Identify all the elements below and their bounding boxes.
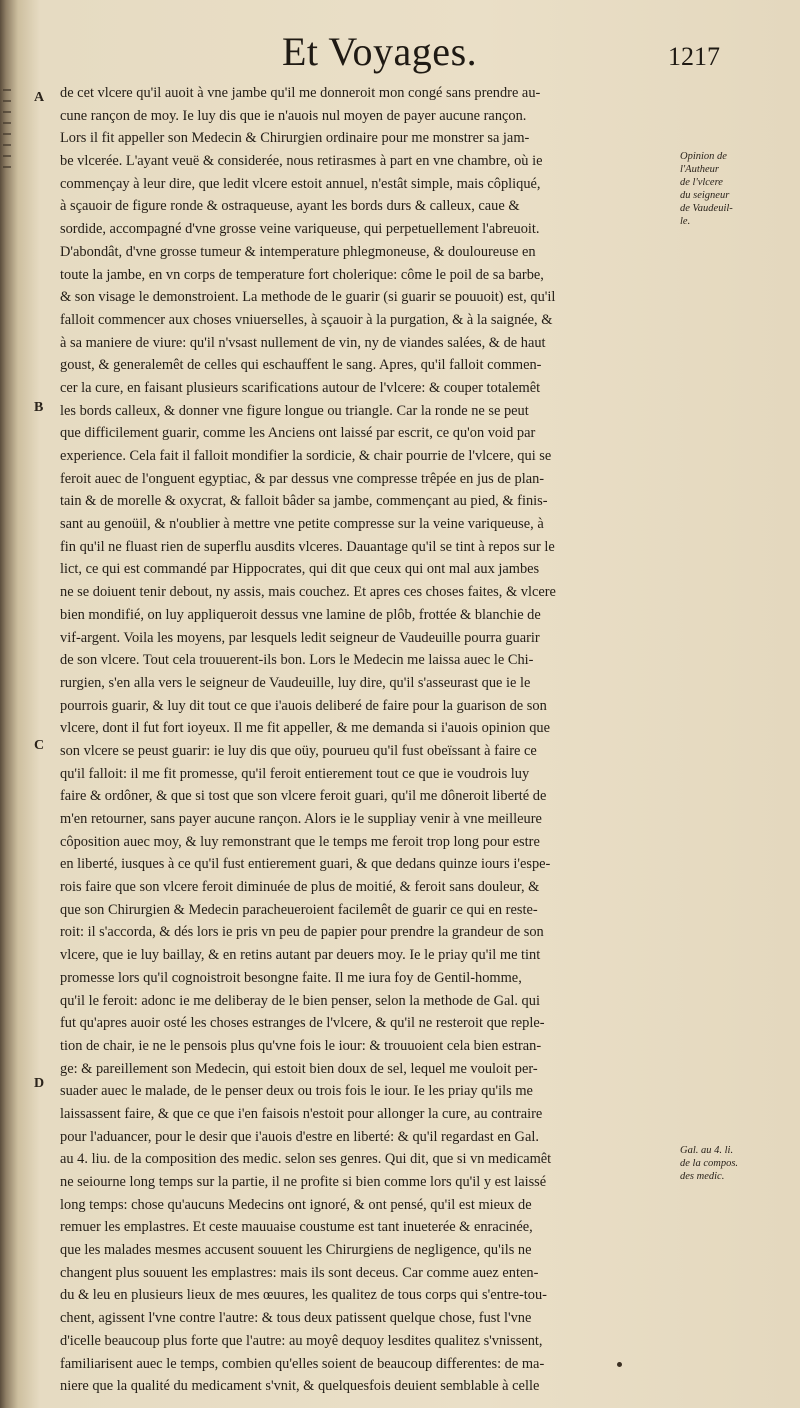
text-line: falloit commencer aux choses vniuerselles, à sçauoir à la purgation, & à la saignée, & <box>60 311 553 328</box>
text-line: les bords calleux, & donner vne figure longue ou triangle. Car la ronde ne se peut <box>60 402 529 419</box>
margin-letter-b: B <box>34 400 44 415</box>
page-header <box>0 22 800 78</box>
text-line: experience. Cela fait il falloit mondifier la sordicie, & chair pourrie de l'vlcere, qui se <box>60 448 552 464</box>
text-line: ge: & pareillement son Medecin, qui estoit bien doux de sel, lequel me vouloit per- <box>60 1060 538 1077</box>
text-line: tion de chair, ie ne le pensois plus qu'vne fois le iour: & trouuoient cela bien estran- <box>60 1037 542 1054</box>
text-line: fin qu'il ne fluast rien de superflu ausdits vlceres. Dauantage qu'il se tint à repos sur le <box>60 538 555 555</box>
text-line: au 4. liu. de la composition des medic. selon ses genres. Qui dit, que si vn medicamêt <box>60 1151 552 1168</box>
text-line: que les malades mesmes accusent souuent les Chirurgiens de negligence, qu'ils ne <box>60 1242 532 1259</box>
text-line: feroit auec de l'onguent egyptiac, & par dessus vne compresse trêpée en jus de plan- <box>60 470 545 487</box>
text-line: bien mondifié, on luy appliqueroit dessus vne lamine de plôb, frottée & blanchie de <box>60 606 541 623</box>
text-line: cer la cure, en faisant plusieurs scarifications autour de l'vlcere: & couper totalemêt <box>60 379 541 396</box>
text-line: qu'il le feroit: adonc ie me deliberay de le bien penser, selon la methode de Gal. qui <box>60 992 540 1009</box>
text-line: fut qu'apres auoir osté les choses estranges de l'vlcere, & qu'il ne resteroit que reple- <box>60 1015 545 1032</box>
margin-letter-c: C <box>34 738 45 753</box>
side-note-line: des medic. <box>680 1171 725 1182</box>
side-note-line: le. <box>680 216 691 227</box>
text-line: son vlcere se peust guarir: ie luy dis que oüy, pourueu qu'il fust obeïssant à faire ce <box>60 742 537 759</box>
text-line: laissassent faire, & que ce que i'en faisois n'estoit pour allonger la cure, au contraire <box>60 1105 543 1122</box>
text-line: du & leu en plusieurs lieux de mes œuures, les qualitez de tous corps qui s'entre-tou- <box>60 1287 547 1304</box>
text-line: familiarisent auec le temps, combien qu'elles soient de beaucoup differentes: de ma- <box>60 1355 545 1372</box>
side-note-opinion <box>680 150 796 228</box>
margin-letter-a: A <box>34 90 45 105</box>
text-line: toute la jambe, en vn corps de temperature fort cholerique: côme le poil de sa barbe, <box>60 266 544 283</box>
text-line: pour l'aduancer, pour le desir que i'auois d'estre en liberté: & qu'il regardast en Gal. <box>60 1128 539 1145</box>
side-note-line: de l'vlcere <box>680 177 723 188</box>
text-line: rurgien, s'en alla vers le seigneur de Vaudeuille, luy dire, qu'il s'asseurast que ie le <box>60 674 531 691</box>
text-line: faire & ordôner, & que si tost que son vlcere feroit guari, qu'il me dôneroit liberté de <box>60 788 547 805</box>
text-line: & son visage le demonstroient. La methode de le guarir (si guarir se pouuoit) est, qu'il <box>60 289 556 306</box>
text-line: côposition auec moy, & luy remonstrant que le temps me feroit trop long pour estre <box>60 833 540 850</box>
text-line: ne seiourne long temps sur la partie, il ne profite si bien comme lors qu'il y est laissé <box>60 1174 547 1190</box>
text-line: sant au genoüil, & n'oublier à mettre vne petite compresse sur la veine variqueuse, à <box>60 516 544 533</box>
margin-letter-d: D <box>34 1076 45 1091</box>
text-line: que difficilement guarir, comme les Anciens ont laissé par escrit, ce qu'on void par <box>60 425 536 442</box>
text-line: Lors il fit appeller son Medecin & Chirurgien ordinaire pour me monstrer sa jam- <box>60 130 530 147</box>
side-note-line: de la compos. <box>680 1158 739 1169</box>
side-note-line: l'Autheur <box>680 164 719 175</box>
text-line: à sa maniere de viure: qu'il n'vsast nullement de vin, ny de viandes salées, & de haut <box>60 334 546 351</box>
text-line: qu'il falloit: il me fit promesse, qu'il feroit entierement tout ce que ie voudrois luy <box>60 765 530 782</box>
text-line: ne se doiuent tenir debout, ny assis, mais couchez. Et apres ces choses faites, & vlcere <box>60 584 556 601</box>
page-number: 1217 <box>668 42 720 71</box>
text-line: vlcere, que ie luy baillay, & en retins autant par deuers moy. Ie le priay qu'il me tint <box>60 947 541 964</box>
text-line: rois faire que son vlcere feroit diminuée de plus de moitié, & feroit sans douleur, & <box>60 879 540 896</box>
running-title: Et Voyages. <box>282 29 478 74</box>
text-line: m'en retourner, sans payer aucune rançon. Alors ie le suppliay venir à vne meilleure <box>60 811 542 827</box>
text-line: sordide, accompagné d'vne grosse veine variqueuse, qui perpetuellement l'abreuoit. <box>60 221 540 238</box>
side-note-line: du seigneur <box>680 190 730 201</box>
text-line: commençay à leur dire, que ledit vlcere estoit annuel, n'estât simple, mais côpliqué, <box>60 175 541 192</box>
text-line: tain & de morelle & oxycrat, & falloit bâder sa jambe, commençant au pied, & finis- <box>60 493 548 510</box>
text-line: de son vlcere. Tout cela trouuerent-ils bon. Lors le Medecin me laissa auec le Chi- <box>60 652 534 669</box>
text-line: changent plus souuent les emplastres: mais ils sont deceus. Car comme auez enten- <box>60 1264 539 1281</box>
text-line: be vlcerée. L'ayant veuë & considerée, nous retirasmes à part en vne chambre, où ie <box>60 153 543 170</box>
side-note-line: Opinion de <box>680 151 727 162</box>
side-note-galen <box>680 1144 796 1183</box>
text-line: remuer les emplastres. Et ceste mauuaise coustume est tant inueterée & enracinée, <box>60 1219 533 1236</box>
text-line: promesse lors qu'il cognoistroit besongne faite. Il me iura foy de Gentil-homme, <box>60 969 522 986</box>
text-line: lict, ce qui est commandé par Hippocrates, qui dit que ceux qui ont mal aux jambes <box>60 561 540 578</box>
text-line: chent, agissent l'vne contre l'autre: & tous deux patissent quelque chose, fust l'vne <box>60 1310 532 1327</box>
text-line: en liberté, iusques à ce qu'il fust entierement guari, & que dedans quinze iours i'espe- <box>60 856 551 873</box>
body-text <box>60 82 670 1398</box>
text-line: cune rançon de moy. Ie luy dis que ie n'auois nul moyen de payer aucune rançon. <box>60 107 527 124</box>
text-line: d'icelle beaucoup plus forte que l'autre: au moyê dequoy lesdites qualitez s'vnissent, <box>60 1332 543 1349</box>
text-line: pourrois guarir, & luy dit tout ce que i'auois deliberé de faire pour la guarison de son <box>60 697 547 714</box>
text-line: suader auec le malade, de le penser deux ou trois fois le iour. Ie les priay qu'ils me <box>60 1083 533 1100</box>
text-line: de cet vlcere qu'il auoit à vne jambe qu'il me donneroit mon congé sans prendre au- <box>60 85 541 101</box>
text-line: goust, & generalemêt de celles qui eschauffent le sang. Apres, qu'il falloit commen- <box>60 357 542 374</box>
side-note-line: Gal. au 4. li. <box>680 1145 734 1156</box>
text-line: que son Chirurgien & Medecin paracheueroient facilemêt de guarir ce qui en reste- <box>60 901 538 918</box>
side-note-line: de Vaudeuil- <box>680 203 733 214</box>
text-line: roit: il s'accorda, & dés lors ie pris vn peu de papier pour prendre la grandeur de son <box>60 924 544 941</box>
text-line: D'abondât, d'vne grosse tumeur & intemperature phlegmoneuse, & douloureuse en <box>60 243 536 260</box>
text-line: vif-argent. Voila les moyens, par lesquels ledit seigneur de Vaudeuille pourra guarir <box>60 629 540 646</box>
text-line: niere que la qualité du medicament s'vnit, & quelquesfois deuient semblable à celle <box>60 1378 540 1395</box>
text-line: vlcere, dont il fut fort ioyeux. Il me fit appeller, & me demanda si i'auois opinion que <box>60 720 550 737</box>
text-line: à sçauoir de figure ronde & ostraqueuse, ayant les bords durs & calleux, caue & <box>60 198 520 215</box>
text-line: long temps: chose qu'aucuns Medecins ont ignoré, & ont pensé, qu'il est mieux de <box>60 1196 532 1213</box>
ink-dot <box>617 1362 622 1367</box>
binding-edge <box>0 80 14 280</box>
